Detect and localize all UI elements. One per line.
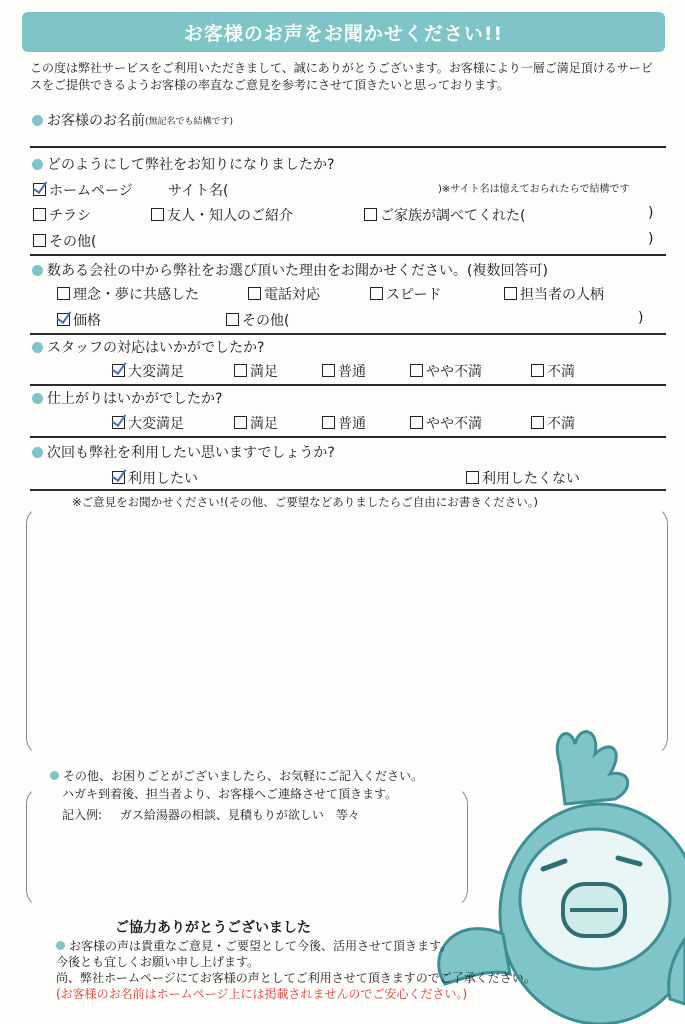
footer-line1 bbox=[56, 938, 656, 954]
family-close-paren: ) bbox=[648, 205, 654, 221]
example-text: ガス給湯器の相談、見積もりが欲しい 等々 bbox=[119, 808, 360, 822]
checkbox-icon[interactable] bbox=[322, 416, 335, 429]
checkbox-icon[interactable] bbox=[248, 287, 261, 300]
bullet-dot-icon bbox=[32, 342, 43, 353]
opinion-prompt: ※ご意見をお聞かせください!(その他、ご要望などありましたらご自由にお書きください。) bbox=[72, 495, 538, 509]
q1-option-other[interactable] bbox=[33, 231, 96, 251]
checkbox-icon[interactable] bbox=[226, 313, 239, 326]
q2-option-philosophy[interactable] bbox=[57, 284, 199, 304]
q4-label-text: 仕上がりはいかがでしたか? bbox=[47, 391, 223, 407]
checkbox-icon[interactable] bbox=[57, 287, 70, 300]
q1-option-friend[interactable] bbox=[151, 205, 293, 225]
checkbox-icon[interactable] bbox=[234, 364, 247, 377]
price-label: 価格 bbox=[73, 313, 101, 329]
name-section-label bbox=[32, 110, 233, 130]
checkbox-icon[interactable] bbox=[504, 287, 517, 300]
footer-line2: 今後とも宜しくお願い申し上げます。 bbox=[56, 955, 260, 969]
somewhat-dissatisfied-label: やや不満 bbox=[426, 364, 482, 380]
checkbox-checked-icon[interactable] bbox=[112, 364, 125, 377]
q3-label bbox=[32, 337, 264, 357]
q4-option-normal[interactable] bbox=[322, 413, 366, 433]
example-label: 記入例: bbox=[62, 808, 103, 822]
philosophy-label: 理念・夢に共感した bbox=[73, 287, 199, 303]
divider bbox=[30, 333, 666, 335]
trouble-line2: ハガキ到着後、担当者より、お客様へご連絡させて頂きます。 bbox=[62, 787, 398, 801]
q3-label-text: スタッフの対応はいかがでしたか? bbox=[47, 340, 265, 356]
q2-option-phone[interactable] bbox=[248, 284, 320, 304]
intro-text: この度は弊社サービスをご利用いただきまして、誠にありがとうございます。お客様により一層ご満足頂けるサービスをご提供できるようお客様の率直なご意見を参考にさせて頂きたいと思っております。 bbox=[30, 61, 653, 92]
q5-option-yes[interactable] bbox=[112, 468, 198, 488]
bullet-dot-icon bbox=[56, 941, 65, 950]
q1-option-flyer[interactable] bbox=[33, 205, 91, 225]
header-banner bbox=[22, 12, 665, 52]
q3-option-satisfied[interactable] bbox=[234, 361, 278, 381]
satisfied-label: 満足 bbox=[250, 416, 278, 432]
q3-option-very-satisfied[interactable] bbox=[112, 361, 184, 381]
q2-option-staff[interactable] bbox=[504, 284, 604, 304]
no-label: 利用したくない bbox=[482, 471, 580, 487]
dissatisfied-label: 不満 bbox=[547, 416, 575, 432]
site-name-note bbox=[438, 180, 629, 196]
name-label: お客様のお名前 bbox=[47, 113, 145, 129]
name-note: (無記名でも結構です) bbox=[145, 116, 234, 127]
divider bbox=[30, 489, 666, 491]
divider bbox=[30, 384, 666, 386]
header-title: お客様のお声をお聞かせください!! bbox=[183, 22, 504, 45]
satisfied-label: 満足 bbox=[250, 364, 278, 380]
other-close-paren: ) bbox=[648, 231, 654, 247]
normal-label: 普通 bbox=[338, 416, 366, 432]
yes-label: 利用したい bbox=[128, 471, 198, 487]
staff-label: 担当者の人柄 bbox=[520, 287, 604, 303]
site-note-text: )※サイト名は憶えておられたらで結構です bbox=[438, 184, 630, 195]
trouble-line1-text: その他、お困りごとがございましたら、お気軽にご記入ください。 bbox=[63, 769, 424, 783]
flyer-label: チラシ bbox=[49, 208, 91, 224]
very-satisfied-label: 大変満足 bbox=[128, 364, 184, 380]
checkbox-icon[interactable] bbox=[466, 471, 479, 484]
checkbox-icon[interactable] bbox=[531, 364, 544, 377]
somewhat-dissatisfied-label: やや不満 bbox=[426, 416, 482, 432]
q1-option-homepage[interactable] bbox=[33, 180, 133, 200]
bullet-dot-icon bbox=[32, 159, 43, 170]
q1-label-text: どのようにして弊社をお知りになりましたか? bbox=[47, 157, 335, 173]
q2-other-label: その他( bbox=[242, 313, 290, 329]
divider bbox=[30, 146, 666, 148]
dissatisfied-label: 不満 bbox=[547, 364, 575, 380]
q4-option-satisfied[interactable] bbox=[234, 413, 278, 433]
q2-option-price[interactable] bbox=[57, 310, 101, 330]
site-name-label: サイト名( bbox=[168, 183, 229, 199]
trouble-line1 bbox=[50, 767, 423, 784]
checkbox-checked-icon[interactable] bbox=[33, 183, 46, 196]
speed-label: スピード bbox=[386, 287, 442, 303]
checkbox-checked-icon[interactable] bbox=[112, 471, 125, 484]
checkbox-icon[interactable] bbox=[410, 364, 423, 377]
q4-option-dissatisfied[interactable] bbox=[531, 413, 575, 433]
checkbox-icon[interactable] bbox=[151, 208, 164, 221]
checkbox-checked-icon[interactable] bbox=[57, 313, 70, 326]
q3-option-somewhat-dissatisfied[interactable] bbox=[410, 361, 482, 381]
bullet-dot-icon bbox=[32, 115, 43, 126]
q1-option-family[interactable] bbox=[364, 205, 525, 225]
q3-option-dissatisfied[interactable] bbox=[531, 361, 575, 381]
footer-line1-text: お客様の声は貴重なご意見・ご要望として今後、活用させて頂きます。 bbox=[69, 939, 453, 953]
checkbox-icon[interactable] bbox=[33, 208, 46, 221]
q5-option-no[interactable] bbox=[466, 468, 580, 488]
checkbox-icon[interactable] bbox=[370, 287, 383, 300]
q5-label bbox=[32, 442, 335, 462]
checkbox-icon[interactable] bbox=[322, 364, 335, 377]
normal-label: 普通 bbox=[338, 364, 366, 380]
bullet-dot-icon bbox=[32, 265, 43, 276]
bullet-dot-icon bbox=[32, 393, 43, 404]
phone-label: 電話対応 bbox=[264, 287, 320, 303]
divider bbox=[30, 254, 666, 256]
closing-message: ご協力ありがとうございました bbox=[115, 920, 311, 936]
q4-option-very-satisfied[interactable] bbox=[112, 413, 184, 433]
checkbox-icon[interactable] bbox=[234, 416, 247, 429]
bullet-dot-icon bbox=[50, 771, 59, 780]
q4-option-somewhat-dissatisfied[interactable] bbox=[410, 413, 482, 433]
very-satisfied-label: 大変満足 bbox=[128, 416, 184, 432]
q2-option-other[interactable] bbox=[226, 310, 289, 330]
q2-close-paren: ) bbox=[638, 310, 644, 326]
family-label: ご家族が調べてくれた( bbox=[380, 208, 526, 224]
bullet-dot-icon bbox=[32, 447, 43, 458]
checkbox-checked-icon[interactable] bbox=[112, 416, 125, 429]
footer-line4-warning: (お客様のお名前はホームページ上には掲載されませんのでご安心ください。) bbox=[56, 987, 468, 1001]
friend-label: 友人・知人のご紹介 bbox=[167, 208, 293, 224]
homepage-label: ホームページ bbox=[49, 183, 133, 199]
q3-option-normal[interactable] bbox=[322, 361, 366, 381]
divider bbox=[30, 436, 666, 438]
checkbox-icon[interactable] bbox=[531, 416, 544, 429]
q2-label bbox=[32, 260, 548, 280]
q2-label-text: 数ある会社の中から弊社をお選び頂いた理由をお聞かせください。(複数回答可) bbox=[47, 263, 548, 279]
footer-line3: 尚、弊社ホームページにてお客様の声としてご利用させて頂きますのでご了承ください。 bbox=[56, 971, 536, 985]
other-label: その他( bbox=[49, 234, 97, 250]
checkbox-icon[interactable] bbox=[33, 234, 46, 247]
footer-notes bbox=[56, 938, 656, 1002]
q2-option-speed[interactable] bbox=[370, 284, 441, 304]
checkbox-icon[interactable] bbox=[410, 416, 423, 429]
opinion-textarea[interactable] bbox=[26, 506, 668, 756]
checkbox-icon[interactable] bbox=[364, 208, 377, 221]
q1-label bbox=[32, 154, 334, 174]
q4-label bbox=[32, 388, 222, 408]
q5-label-text: 次回も弊社を利用したい思いますでしょうか? bbox=[47, 445, 335, 461]
